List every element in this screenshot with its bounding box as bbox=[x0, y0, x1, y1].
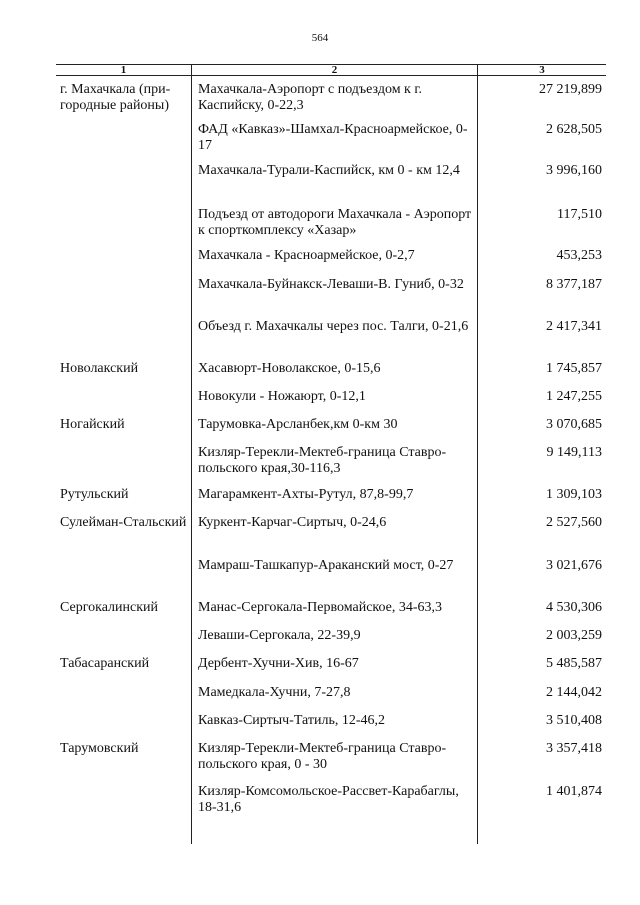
road-cell: Манас-Сергокала-Первомайское, 34-63,3 bbox=[198, 600, 443, 615]
road-cell: Кизляр-Терекли-Мектеб-граница Ставро-польского края,30-116,3 bbox=[198, 445, 447, 476]
value-cell: 453,253 bbox=[556, 248, 602, 263]
road-cell: Махачкала-Турали-Каспийск, км 0 - км 12,4 bbox=[198, 163, 460, 178]
value-cell: 2 527,560 bbox=[546, 515, 602, 530]
value-cell: 117,510 bbox=[557, 207, 602, 222]
value-cell: 1 401,874 bbox=[546, 784, 602, 799]
value-cell: 2 144,042 bbox=[546, 685, 602, 700]
road-cell: ФАД «Кавказ»-Шамхал-Красноармейское, 0-17 bbox=[198, 122, 468, 153]
value-cell: 1 309,103 bbox=[546, 487, 602, 502]
road-cell: Магарамкент-Ахты-Рутул, 87,8-99,7 bbox=[198, 487, 414, 502]
value-cell: 2 003,259 bbox=[546, 628, 602, 643]
district-cell: Новолакский bbox=[60, 361, 139, 376]
value-cell: 5 485,587 bbox=[546, 656, 602, 671]
value-cell: 1 247,255 bbox=[546, 389, 602, 404]
page-number: 564 bbox=[311, 32, 329, 44]
district-cell: Ногайский bbox=[60, 417, 125, 432]
road-cell: Подъезд от автодороги Махачкала - Аэропорт к спорткомплексу «Хазар» bbox=[198, 207, 472, 238]
value-cell: 8 377,187 bbox=[546, 277, 602, 292]
column-divider-1 bbox=[191, 64, 192, 844]
road-cell: Леваши-Сергокала, 22-39,9 bbox=[198, 628, 361, 643]
district-cell: Тарумовский bbox=[60, 741, 139, 756]
district-cell: Сергокалинский bbox=[60, 600, 159, 615]
value-cell: 3 070,685 bbox=[546, 417, 602, 432]
value-cell: 27 219,899 bbox=[539, 82, 602, 97]
road-cell: Куркент-Карчаг-Сиртыч, 0-24,6 bbox=[198, 515, 387, 530]
road-cell: Кизляр-Терекли-Мектеб-граница Ставро-польского края, 0 - 30 bbox=[198, 741, 447, 772]
value-cell: 3 357,418 bbox=[546, 741, 602, 756]
road-cell: Махачкала-Буйнакск-Леваши-В. Гуниб, 0-32 bbox=[198, 277, 464, 292]
district-cell: Табасаранский bbox=[60, 656, 150, 671]
road-cell: Дербент-Хучни-Хив, 16-67 bbox=[198, 656, 359, 671]
header-col-1: 1 bbox=[120, 64, 127, 76]
value-cell: 3 996,160 bbox=[546, 163, 602, 178]
value-cell: 9 149,113 bbox=[546, 445, 602, 460]
district-cell: Сулейман-Стальский bbox=[60, 515, 187, 530]
road-cell: Мамраш-Ташкапур-Араканский мост, 0-27 bbox=[198, 558, 454, 573]
district-cell: Рутульский bbox=[60, 487, 129, 502]
road-cell: Новокули - Ножаюрт, 0-12,1 bbox=[198, 389, 366, 404]
road-cell: Махачкала - Красноармейское, 0-2,7 bbox=[198, 248, 415, 263]
road-cell: Махачкала-Аэропорт с подъездом к г. Каспийску, 0-22,3 bbox=[198, 82, 423, 113]
value-cell: 3 021,676 bbox=[546, 558, 602, 573]
road-cell: Хасавюрт-Новолакское, 0-15,6 bbox=[198, 361, 381, 376]
value-cell: 3 510,408 bbox=[546, 713, 602, 728]
value-cell: 1 745,857 bbox=[546, 361, 602, 376]
header-col-2: 2 bbox=[331, 64, 338, 76]
value-cell: 2 417,341 bbox=[546, 319, 602, 334]
road-cell: Мамедкала-Хучни, 7-27,8 bbox=[198, 685, 351, 700]
header-col-3: 3 bbox=[539, 64, 545, 76]
road-cell: Кизляр-Комсомольское-Рассвет-Карабаглы, 18-31,6 bbox=[198, 784, 459, 815]
value-cell: 4 530,306 bbox=[546, 600, 602, 615]
road-cell: Кавказ-Сиртыч-Татиль, 12-46,2 bbox=[198, 713, 386, 728]
column-divider-2 bbox=[477, 64, 478, 844]
road-cell: Тарумовка-Арсланбек,км 0-км 30 bbox=[198, 417, 398, 432]
district-cell: г. Махачкала (при-городные районы) bbox=[60, 82, 171, 113]
road-cell: Объезд г. Махачкалы через пос. Талги, 0-21,6 bbox=[198, 319, 469, 334]
value-cell: 2 628,505 bbox=[546, 122, 602, 137]
